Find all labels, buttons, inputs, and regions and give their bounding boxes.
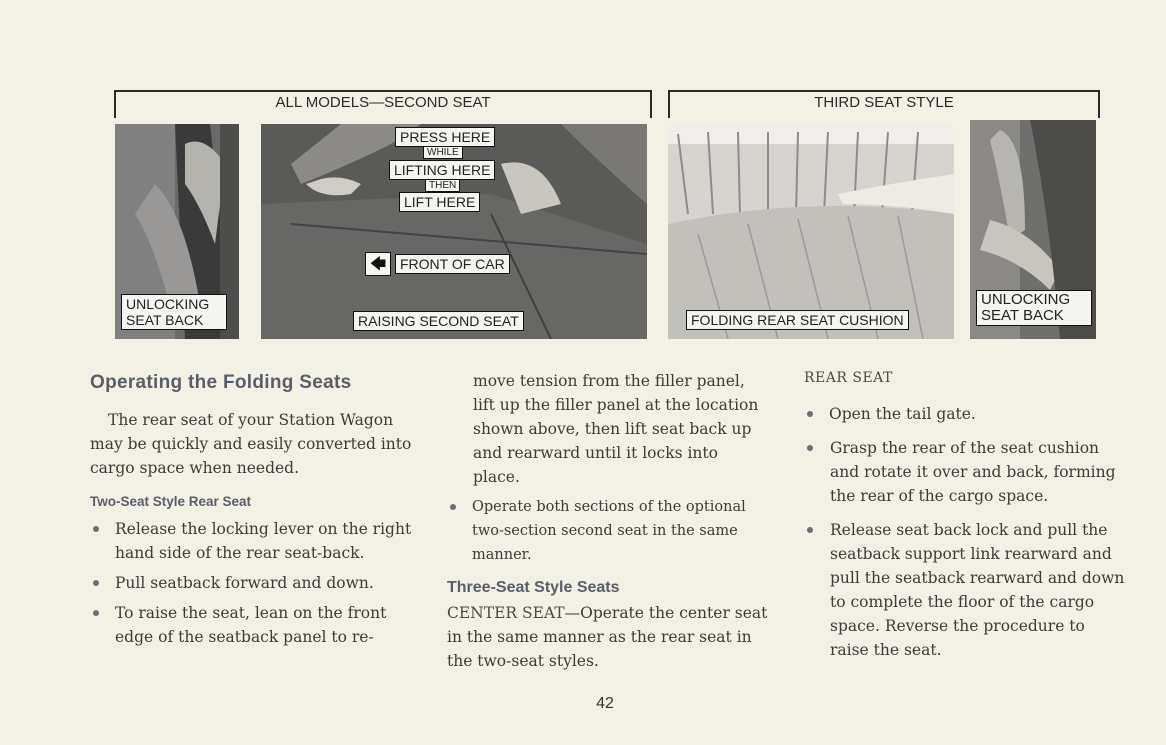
header-all-models-text: ALL MODELS—SECOND SEAT <box>275 94 491 111</box>
header-third-seat-text: THIRD SEAT STYLE <box>814 94 954 111</box>
photo-unlocking-seat-back-third <box>970 120 1096 339</box>
page-number: 42 <box>596 695 614 712</box>
photo4-label-line2: SEAT BACK <box>981 307 1064 324</box>
label-lift-here: LIFT HERE <box>399 192 480 212</box>
col3-bullet-2: Grasp the rear of the seat cushion and rotate it over and back, forming the rear of the cargo space. <box>804 436 1126 508</box>
photo4-label <box>976 290 1092 326</box>
label-raising-second-seat: RAISING SECOND SEAT <box>353 311 524 331</box>
col1-bullet-1: Release the locking lever on the right hand side of the rear seat-back. <box>90 517 412 565</box>
label-while: WHILE <box>423 146 463 159</box>
label-lifting-here: LIFTING HERE <box>389 160 495 180</box>
photo-folding-rear-seat-cushion-image <box>668 124 954 339</box>
photo-raising-second-seat <box>261 124 647 339</box>
header-third-seat <box>668 90 1100 118</box>
three-seat-subheading: Three-Seat Style Seats <box>447 579 620 596</box>
header-all-models <box>114 90 652 118</box>
two-seat-subheading: Two-Seat Style Rear Seat <box>90 494 252 509</box>
photo-folding-rear-seat-cushion <box>668 124 954 339</box>
label-front-of-car: FRONT OF CAR <box>395 254 510 274</box>
label-folding-rear-seat-cushion: FOLDING REAR SEAT CUSHION <box>686 310 909 330</box>
front-arrow-icon: 🡄 <box>365 252 391 276</box>
photo1-label-line2: SEAT BACK <box>126 312 204 328</box>
intro-paragraph: The rear seat of your Station Wagon may be quickly and easily converted into cargo space when needed. <box>90 411 412 477</box>
col2-continued-paragraph: move tension from the filler panel, lift up the filler panel at the location shown above, then lift seat back up and rearward until it locks into place. <box>473 372 759 486</box>
col3-bullet-3: Release seat back lock and pull the seatback support link rearward and pull the seatback rearward and down to complete the floor of the cargo space. Reverse the procedure to raise the seat. <box>804 518 1126 662</box>
rear-seat-heading: REAR SEAT <box>804 370 893 386</box>
center-seat-lead: CENTER SEAT <box>447 604 565 622</box>
center-seat-paragraph <box>447 601 769 673</box>
photo1-label <box>121 294 227 330</box>
photo-unlocking-seat-back <box>115 124 239 339</box>
col2-bullet: Operate both sections of the optional two-section second seat in the same manner. <box>447 495 769 567</box>
center-seat-text: —Operate the center seat in the same manner as the rear seat in the two-seat styles. <box>447 604 768 670</box>
column-3 <box>804 370 1126 662</box>
section-title: Operating the Folding Seats <box>90 372 352 393</box>
label-then: THEN <box>425 179 460 192</box>
column-1 <box>90 372 412 649</box>
col1-bullet-2: Pull seatback forward and down. <box>90 571 412 595</box>
col1-bullet-3: To raise the seat, lean on the front edge of the seatback panel to re- <box>90 601 412 649</box>
photo1-label-line1: UNLOCKING <box>126 296 210 312</box>
col3-bullet-1: Open the tail gate. <box>804 402 1126 426</box>
column-2 <box>447 369 769 673</box>
photo4-label-line1: UNLOCKING <box>981 291 1071 308</box>
label-press-here: PRESS HERE <box>395 127 495 147</box>
